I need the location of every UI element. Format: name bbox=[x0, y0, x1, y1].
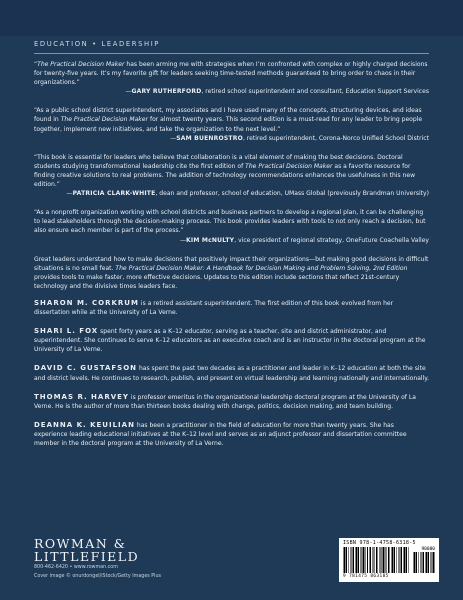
description-text: Great leaders understand how to make decisions that positively impact their organizations—but making good decisions in difficult situations is no small feat. bbox=[34, 255, 429, 272]
endorsement-attribution: —SAM BUENROSTRO, retired superintendent, Corona-Norco Unified School District bbox=[170, 134, 429, 142]
quoted-book-title: The Practical Decision Maker bbox=[60, 116, 149, 124]
quoted-book-title: The Practical Decision Maker bbox=[37, 61, 125, 68]
endorser-role: , retired superintendent, Corona-Norco Unified School District bbox=[242, 134, 429, 142]
endorsement-attribution: —KIM McNULTY, vice president of regional strategy, OneFuture Coachella Valley bbox=[180, 236, 429, 244]
endorser-name: PATRICIA CLARK-WHITE bbox=[72, 190, 156, 198]
back-cover-content bbox=[34, 60, 429, 458]
author-bio bbox=[34, 421, 429, 448]
endorser-role: , retired school superintendent and consultant, Education Support Services bbox=[201, 88, 429, 96]
publisher-name-line1: ROWMAN & bbox=[34, 536, 127, 551]
author-name: SHARI L. FOX bbox=[34, 327, 99, 336]
quote-text: “This book is essential for leaders who believe that collaboration is a vital element of making the best decisions. Doctoral students studying transformational leadership cite the first edition of bbox=[34, 153, 403, 170]
author-name: DAVID C. GUSTAFSON bbox=[34, 364, 138, 373]
endorsement-attribution: —GARY RUTHERFORD, retired school superintendent and consultant, Education Support Services bbox=[125, 88, 429, 96]
category-label: EDUCATION • LEADERSHIP bbox=[34, 40, 161, 48]
author-name: THOMAS R. HARVEY bbox=[34, 392, 129, 401]
quote-text: “As a nonprofit organization working with school districts and business partners to develop a regional plan, it can be challenging to lead stakeholders through the decision-making process. This book provides leaders with tools to not only reach a decision, but also ensure each member is part of the process.” bbox=[34, 209, 426, 235]
cover-image-credit: Cover image © onurdongel/iStock/Getty Images Plus bbox=[34, 574, 162, 579]
endorser-name: SAM BUENROSTRO bbox=[176, 134, 243, 142]
author-bio-text: spent forty years as a K–12 educator, serving as a teacher, site and district administrator, and superintendent. She continues to serve K–12 educators as an executive coach and is an instructor in the doctoral program at the University of La Verne. bbox=[34, 328, 426, 354]
top-band bbox=[0, 0, 463, 36]
author-bios bbox=[34, 299, 429, 448]
quote-text: “As a public school district superintendent, my associates and I have used many of the concepts, structuring devices, and ideas found in bbox=[34, 107, 422, 124]
description-book-title: The Practical Decision Maker: A Handbook for Decision Making and Problem Solving, 2nd Edition bbox=[115, 264, 408, 272]
endorsement-attribution: —PATRICIA CLARK-WHITE, dean and professor, school of education, UMass Global (previously Brandman University) bbox=[66, 190, 429, 198]
endorser-name: KIM McNULTY bbox=[186, 236, 235, 244]
author-bio bbox=[34, 299, 429, 317]
author-bio-text: is a retired assistant superintendent. The first edition of this book evolved from her dissertation while at the University of La Verne. bbox=[34, 299, 394, 317]
author-name: SHARON M. CORKRUM bbox=[34, 298, 139, 307]
description-text-end: provides tools to make faster, more effective decisions. Updates to this edition include sections that reflect 21st-century technology and the divisive times leaders face. bbox=[34, 273, 400, 290]
author-bio bbox=[34, 393, 429, 411]
quote-text: as a favorite resource for finding creative solutions to real problems. The addition of technology recommendations enhances the usefulness in this new edition.” bbox=[34, 162, 416, 189]
author-bio-text: is professor emeritus in the organizational leadership doctoral program at the University of La Verne. He is the author of more than thirteen books dealing with change, politics, decision making, and team building. bbox=[34, 393, 416, 410]
quote-text: has been arming me with strategies when I’m confronted with complex or highly charged decisions for twenty-five years. It’s my favorite gift for leaders seeking time-tested methods guaranteed to bring order to chaos in their organizations.” bbox=[34, 61, 428, 87]
barcode-digits: 9 781475 863185 bbox=[343, 574, 389, 579]
endorsement-quote bbox=[34, 60, 429, 96]
barcode-addon-bars-icon bbox=[413, 552, 435, 573]
quote-text: “ bbox=[34, 61, 38, 68]
publisher-block bbox=[34, 537, 234, 579]
divider bbox=[34, 53, 429, 54]
endorsement-quote bbox=[34, 208, 429, 244]
publisher-contact: 800-462-6420 • www.rowman.com bbox=[34, 565, 118, 570]
book-description bbox=[34, 255, 429, 291]
endorsement-quote bbox=[34, 153, 429, 198]
endorser-name: GARY RUTHERFORD bbox=[131, 88, 202, 96]
author-bio bbox=[34, 327, 429, 354]
isbn-label: ISBN 978-1-4758-6318-5 bbox=[343, 540, 416, 546]
barcode-bars-icon bbox=[343, 547, 409, 573]
isbn-barcode bbox=[339, 538, 439, 582]
author-bio bbox=[34, 364, 429, 382]
price-code: 90000 bbox=[421, 547, 435, 552]
endorser-role: , dean and professor, school of education, UMass Global (previously Brandman University) bbox=[155, 190, 429, 198]
endorsements bbox=[34, 60, 429, 245]
endorsement-quote bbox=[34, 106, 429, 142]
endorser-role: , vice president of regional strategy, OneFuture Coachella Valley bbox=[234, 236, 429, 244]
author-name: DEANNA K. KEUILIAN bbox=[34, 420, 135, 429]
author-bio-text: has spent the past two decades as a practitioner and leader in K–12 education at both the site and district levels. He continues to research, publish, and present on virtual leadership and learning nationally and internationally. bbox=[34, 365, 429, 382]
author-bio-text: has been a practitioner in the field of education for more than twenty years. She has experience leading educational initiatives at the K–12 level and serves as an adjunct professor and dissertation committee member in the doctoral program at the University of La Verne. bbox=[34, 421, 407, 447]
quote-text: for almost twenty years. This second edition is a must-read for any leader to bring people together, implement new initiatives, and take the organization to the next level.” bbox=[34, 116, 423, 133]
quoted-book-title: The Practical Decision Maker bbox=[245, 162, 333, 170]
publisher-name-line2: LITTLEFIELD bbox=[34, 549, 140, 564]
